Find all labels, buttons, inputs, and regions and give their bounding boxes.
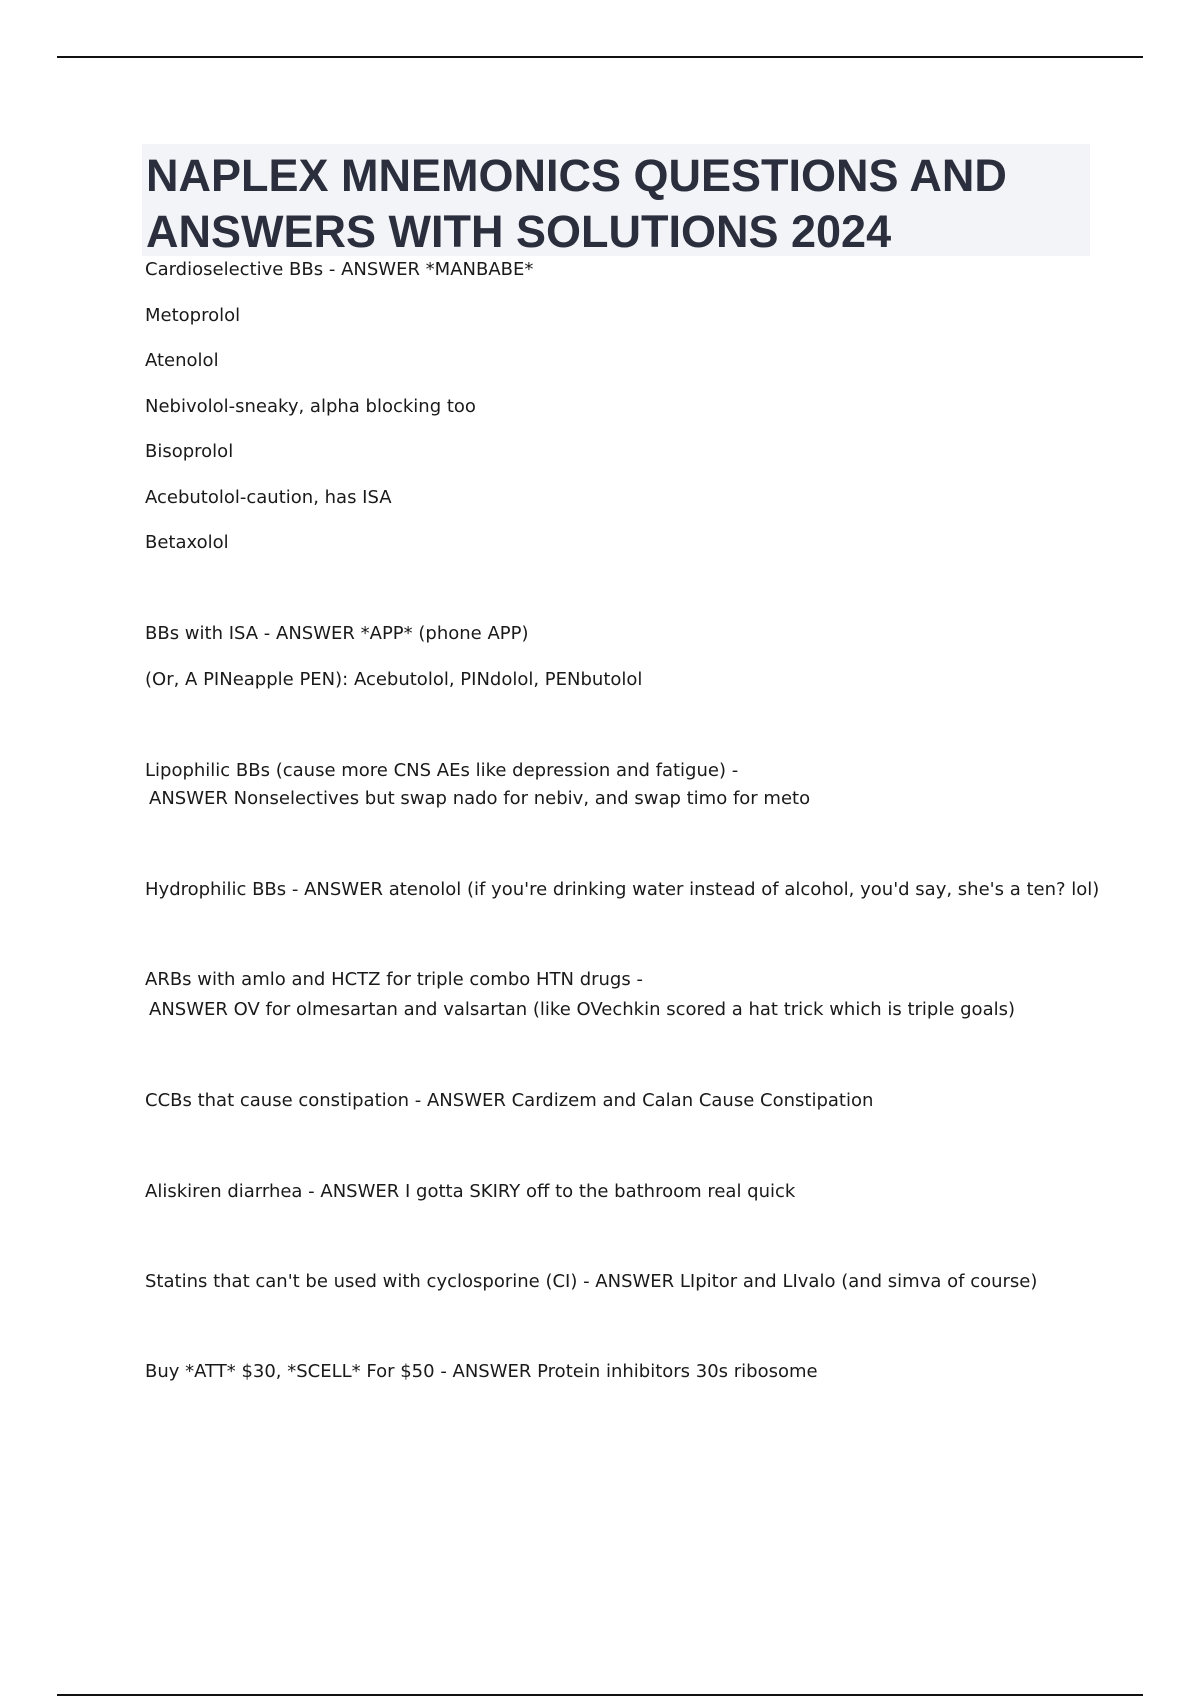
list-item-bisoprolol: Bisoprolol xyxy=(145,441,234,462)
bottom-rule xyxy=(57,1694,1143,1696)
qa-ccbs-constipation: CCBs that cause constipation - ANSWER Cardizem and Calan Cause Constipation xyxy=(145,1090,874,1111)
title-line-1: NAPLEX MNEMONICS QUESTIONS AND xyxy=(146,150,1007,201)
qa-isa-answer: (Or, A PINeapple PEN): Acebutolol, PINdolol, PENbutolol xyxy=(145,669,643,690)
qa-arbs-answer: ANSWER OV for olmesartan and valsartan (like OVechkin scored a hat trick which is triple goals) xyxy=(149,999,1016,1020)
qa-cardioselective-question: Cardioselective BBs - ANSWER *MANBABE* xyxy=(145,259,534,280)
list-item-betaxolol: Betaxolol xyxy=(145,532,229,553)
title-block xyxy=(142,144,1090,256)
top-rule xyxy=(57,56,1143,58)
qa-aliskiren-diarrhea: Aliskiren diarrhea - ANSWER I gotta SKIRY off to the bathroom real quick xyxy=(145,1181,796,1202)
list-item-metoprolol: Metoprolol xyxy=(145,305,241,326)
list-item-atenolol: Atenolol xyxy=(145,350,219,371)
list-item-acebutolol: Acebutolol-caution, has ISA xyxy=(145,487,392,508)
qa-isa-question: BBs with ISA - ANSWER *APP* (phone APP) xyxy=(145,623,529,644)
qa-statins-cyclosporine: Statins that can't be used with cyclosporine (CI) - ANSWER LIpitor and LIvalo (and simva of course) xyxy=(145,1271,1038,1292)
qa-protein-inhibitors: Buy *ATT* $30, *SCELL* For $50 - ANSWER Protein inhibitors 30s ribosome xyxy=(145,1361,818,1382)
document-title xyxy=(142,144,1090,260)
qa-hydrophilic: Hydrophilic BBs - ANSWER atenolol (if you're drinking water instead of alcohol, you'd say, she's a ten? lol) xyxy=(145,879,1100,900)
title-line-2: ANSWERS WITH SOLUTIONS 2024 xyxy=(146,206,892,257)
qa-lipophilic-answer: ANSWER Nonselectives but swap nado for nebiv, and swap timo for meto xyxy=(149,788,811,809)
list-item-nebivolol: Nebivolol-sneaky, alpha blocking too xyxy=(145,396,476,417)
qa-lipophilic-question: Lipophilic BBs (cause more CNS AEs like depression and fatigue) - xyxy=(145,760,739,781)
qa-arbs-question: ARBs with amlo and HCTZ for triple combo HTN drugs - xyxy=(145,969,643,990)
